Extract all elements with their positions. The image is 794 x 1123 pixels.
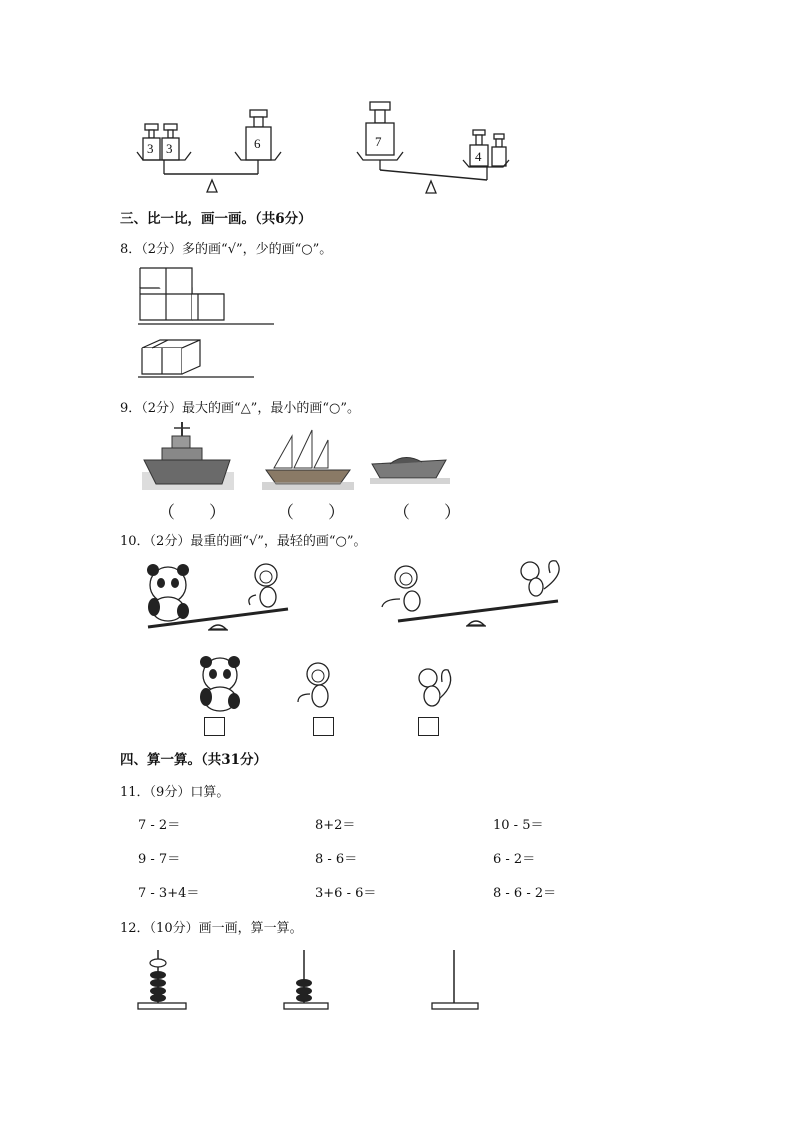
squirrel-icon	[412, 664, 456, 712]
question-8-text: 8．（2分）多的画“√”，少的画“○”。	[120, 242, 333, 257]
math-problem: 8 - 6 - 2＝	[493, 886, 557, 901]
seesaw-monkey-squirrel	[378, 555, 568, 635]
weight-label: 6	[254, 136, 261, 151]
panda-icon	[196, 655, 244, 715]
question-11-text: 11．（9分）口算。	[120, 785, 230, 800]
abacus-1	[136, 945, 188, 1015]
monkey-icon	[296, 660, 340, 714]
answer-box-squirrel[interactable]	[418, 717, 439, 736]
abacus-2	[282, 945, 330, 1015]
weight-label: 7	[375, 134, 382, 149]
warship-image	[142, 420, 234, 492]
sailboat-image	[262, 430, 354, 492]
math-problem: 8+2＝	[315, 818, 356, 833]
q8-cubes-large-group	[138, 266, 278, 328]
answer-parentheses-speedboat[interactable]: （ ）	[393, 503, 461, 523]
answer-parentheses-warship[interactable]: （ ）	[158, 503, 226, 523]
math-problem: 9 - 7＝	[138, 852, 181, 867]
answer-parentheses-sailboat[interactable]: （ ）	[277, 503, 345, 523]
seesaw-panda-monkey	[138, 555, 293, 635]
math-problem: 8 - 6＝	[315, 852, 358, 867]
section-4-title: 四、算一算。（共31分）	[120, 752, 268, 768]
weight-label: 4	[475, 149, 482, 164]
question-9-text: 9．（2分）最大的画“△”，最小的画“○”。	[120, 401, 360, 416]
math-problem: 7 - 3+4＝	[138, 886, 200, 901]
weight-label: 3	[147, 141, 154, 156]
abacus-3[interactable]	[430, 945, 480, 1015]
answer-box-monkey[interactable]	[313, 717, 334, 736]
answer-box-panda[interactable]	[204, 717, 225, 736]
question-12-text: 12．（10分）画一画，算一算。	[120, 921, 303, 936]
math-problem: 10 - 5＝	[493, 818, 544, 833]
section-3-title: 三、比一比，画一画。（共6分）	[120, 211, 312, 227]
speedboat-image	[370, 448, 450, 492]
weight-label: 3	[166, 141, 173, 156]
math-problem: 6 - 2＝	[493, 852, 536, 867]
math-problem: 3+6 - 6＝	[315, 886, 377, 901]
balance-scale-left	[135, 100, 315, 195]
question-10-text: 10．（2分）最重的画“√”，最轻的画“○”。	[120, 534, 367, 549]
q8-cubes-small-group	[138, 336, 258, 382]
math-problem: 7 - 2＝	[138, 818, 181, 833]
